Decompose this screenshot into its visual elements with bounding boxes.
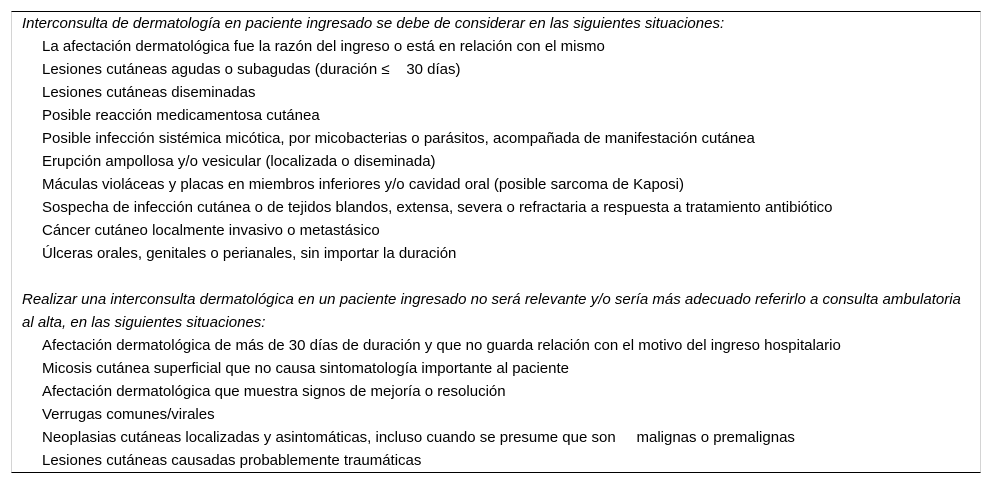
list-item: Verrugas comunes/virales	[42, 406, 215, 423]
list-item: La afectación dermatológica fue la razón del ingreso o está en relación con el mismo	[42, 38, 605, 55]
section1-list	[22, 35, 972, 265]
list-item: Neoplasias cutáneas localizadas y asintomáticas, incluso cuando se presume que son malignas o premalignas	[42, 429, 795, 446]
list-item: Úlceras orales, genitales o perianales, sin importar la duración	[42, 245, 457, 262]
list-item: Lesiones cutáneas diseminadas	[42, 84, 256, 101]
list-item: Posible reacción medicamentosa cutánea	[42, 107, 320, 124]
list-item: Sospecha de infección cutánea o de tejidos blandos, extensa, severa o refractaria a respuesta a tratamiento antibiótico	[42, 199, 833, 216]
list-item: Lesiones cutáneas causadas probablemente traumáticas	[42, 452, 422, 469]
section1-header: Interconsulta de dermatología en paciente ingresado se debe de considerar en las siguientes situaciones:	[22, 15, 725, 32]
list-item: Afectación dermatológica de más de 30 días de duración y que no guarda relación con el motivo del ingreso hospitalario	[42, 337, 841, 354]
section2-list	[22, 334, 972, 472]
section-spacer	[22, 265, 972, 288]
list-item: Afectación dermatológica que muestra signos de mejoría o resolución	[42, 383, 506, 400]
recommendations-table	[11, 11, 981, 473]
list-item: Erupción ampollosa y/o vesicular (localizada o diseminada)	[42, 153, 436, 170]
list-item: Cáncer cutáneo localmente invasivo o metastásico	[42, 222, 380, 239]
section2-header: Realizar una interconsulta dermatológica en un paciente ingresado no será relevante y/o sería más adecuado referirlo a consulta ambulatoria al alta, en las siguientes situaciones:	[22, 291, 961, 331]
list-item: Posible infección sistémica micótica, por micobacterias o parásitos, acompañada de manifestación cutánea	[42, 130, 755, 147]
list-item: Micosis cutánea superficial que no causa sintomatología importante al paciente	[42, 360, 569, 377]
list-item: Máculas violáceas y placas en miembros inferiores y/o cavidad oral (posible sarcoma de Kaposi)	[42, 176, 684, 193]
list-item: Lesiones cutáneas agudas o subagudas (duración ≤ 30 días)	[42, 61, 461, 78]
